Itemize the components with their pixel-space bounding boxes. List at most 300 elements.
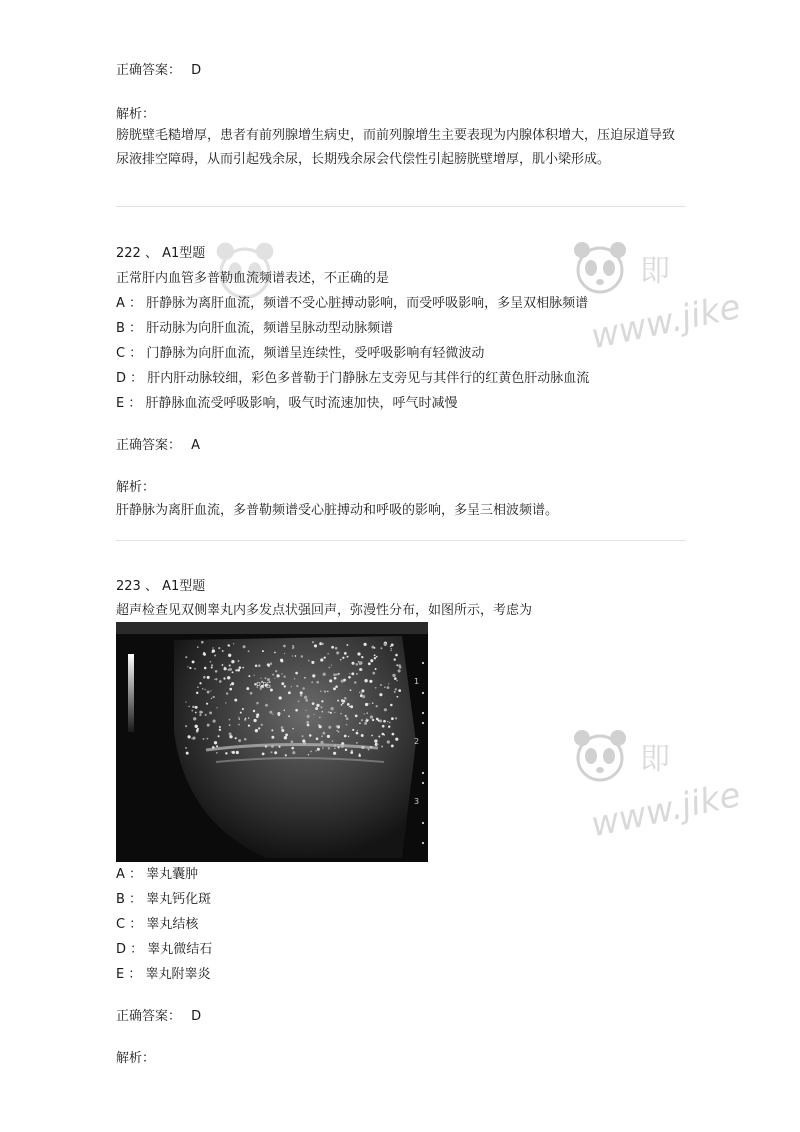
echo-speckle: [197, 687, 198, 688]
echo-speckle: [374, 654, 376, 656]
echo-speckle: [344, 735, 347, 738]
echo-speckle: [314, 644, 317, 647]
echo-speckle: [291, 686, 293, 688]
ultrasound-scan: [116, 622, 428, 862]
echo-speckle: [349, 673, 350, 674]
echo-speckle: [185, 725, 187, 727]
echo-speckle: [245, 718, 247, 720]
echo-speckle: [331, 664, 332, 665]
echo-speckle: [321, 736, 322, 737]
answer-value: A: [191, 438, 201, 453]
echo-speckle: [352, 729, 354, 731]
echo-speckle: [320, 706, 322, 708]
echo-speckle: [359, 668, 362, 671]
echo-speckle: [311, 661, 314, 664]
echo-speckle: [324, 656, 326, 658]
echo-speckle: [335, 647, 338, 650]
echo-speckle: [302, 687, 305, 690]
echo-speckle: [248, 675, 250, 677]
echo-speckle: [345, 749, 347, 751]
echo-speckle: [295, 672, 298, 675]
echo-speckle: [210, 690, 211, 691]
q223-option-d: D ： 睾丸微结石: [116, 942, 213, 957]
echo-speckle: [291, 747, 294, 750]
echo-speckle: [254, 675, 255, 676]
answer-label: 正确答案：: [116, 63, 182, 78]
echo-speckle: [374, 739, 377, 742]
echo-speckle: [366, 718, 367, 719]
echo-speckle: [207, 691, 210, 694]
echo-speckle: [196, 692, 198, 694]
q223-option-b: B ： 睾丸钙化斑: [116, 892, 212, 907]
echo-speckle: [277, 712, 280, 715]
prev-answer: [116, 62, 201, 80]
panda-logo-icon: [568, 236, 632, 300]
echo-speckle: [301, 655, 303, 657]
echo-speckle: [258, 727, 260, 729]
echo-speckle: [216, 707, 217, 708]
echo-speckle: [272, 714, 273, 715]
echo-speckle: [229, 733, 232, 736]
echo-speckle: [236, 751, 239, 754]
echo-speckle: [368, 662, 371, 665]
echo-speckle: [382, 733, 385, 736]
echo-speckle: [363, 713, 364, 714]
echo-speckle: [310, 750, 312, 752]
echo-speckle: [231, 660, 234, 663]
echo-speckle: [274, 652, 276, 654]
echo-speckle: [327, 691, 328, 692]
echo-speckle: [334, 748, 335, 749]
echo-speckle: [204, 667, 207, 670]
echo-speckle: [328, 747, 330, 749]
echo-speckle: [239, 718, 241, 720]
echo-speckle: [305, 710, 306, 711]
panda-logo-icon: [568, 724, 632, 788]
echo-speckle: [230, 684, 232, 686]
echo-speckle: [350, 751, 353, 754]
echo-speckle: [396, 738, 398, 740]
echo-speckle: [218, 735, 220, 737]
echo-speckle: [382, 725, 385, 728]
answer-value: D: [191, 1009, 202, 1024]
echo-speckle: [350, 705, 353, 708]
echo-speckle: [311, 681, 313, 683]
echo-speckle: [228, 654, 231, 657]
echo-speckle: [211, 698, 212, 699]
echo-speckle: [185, 656, 187, 658]
echo-speckle: [295, 655, 297, 657]
watermark-url: www.jike: [587, 286, 745, 358]
q223-answer: [116, 1008, 201, 1026]
echo-speckle: [398, 669, 401, 672]
echo-speckle: [229, 719, 231, 721]
echo-speckle: [333, 687, 336, 690]
echo-speckle: [333, 752, 336, 755]
echo-speckle: [335, 685, 338, 688]
echo-speckle: [348, 736, 349, 737]
depth-1-label: 1: [414, 677, 420, 686]
echo-speckle: [394, 658, 396, 660]
echo-speckle: [304, 677, 306, 679]
echo-speckle: [192, 660, 195, 663]
answer-label: 正确答案：: [116, 1009, 182, 1024]
echo-speckle: [338, 673, 340, 675]
q223-analysis-label: 解析：: [116, 1051, 156, 1066]
echo-speckle: [369, 680, 372, 683]
echo-speckle: [231, 682, 234, 685]
echo-speckle: [280, 659, 283, 662]
echo-speckle: [345, 715, 347, 717]
echo-speckle: [215, 678, 217, 680]
echo-speckle: [308, 660, 310, 662]
echo-speckle: [316, 704, 319, 707]
echo-speckle: [192, 737, 195, 740]
q223-option-a: A ： 睾丸囊肿: [116, 867, 199, 882]
echo-speckle: [292, 648, 293, 649]
echo-speckle: [333, 673, 336, 676]
echo-speckle: [276, 674, 279, 677]
echo-speckle: [336, 730, 338, 732]
echo-speckle: [238, 717, 239, 718]
echo-speckle: [374, 657, 376, 659]
echo-speckle: [309, 734, 312, 737]
ultrasound-image: [116, 622, 428, 862]
echo-speckle: [395, 654, 398, 657]
echo-speckle: [207, 676, 210, 679]
echo-speckle: [321, 643, 323, 645]
echo-speckle: [201, 641, 204, 644]
depth-3-label: 3: [414, 797, 420, 806]
echo-speckle: [331, 646, 334, 649]
echo-speckle: [274, 678, 275, 679]
echo-speckle: [356, 663, 359, 666]
echo-speckle: [203, 652, 205, 654]
echo-speckle: [229, 688, 232, 691]
echo-speckle: [185, 701, 186, 702]
echo-speckle: [328, 726, 331, 729]
echo-speckle: [336, 674, 338, 676]
echo-speckle: [358, 754, 361, 757]
echo-speckle: [381, 745, 383, 747]
echo-speckle: [361, 693, 363, 695]
echo-speckle: [347, 703, 350, 706]
echo-speckle: [229, 645, 231, 647]
echo-speckle: [296, 685, 298, 687]
echo-speckle: [213, 720, 216, 723]
echo-speckle: [284, 685, 286, 687]
echo-speckle: [189, 706, 190, 707]
echo-speckle: [285, 754, 287, 756]
echo-speckle: [318, 724, 320, 726]
rts-label: RTS: [256, 681, 271, 690]
echo-speckle: [396, 680, 398, 682]
echo-speckle: [334, 712, 335, 713]
q223-option-e: E ： 睾丸附睾炎: [116, 967, 211, 982]
echo-speckle: [212, 647, 213, 648]
echo-speckle: [312, 641, 314, 643]
echo-speckle: [214, 654, 216, 656]
echo-speckle: [387, 721, 389, 723]
echo-speckle: [307, 724, 310, 727]
echo-speckle: [292, 751, 295, 754]
echo-speckle: [228, 669, 230, 671]
echo-speckle: [255, 665, 258, 668]
echo-speckle: [362, 695, 365, 698]
watermark-brand: 即: [640, 254, 670, 289]
echo-speckle: [291, 740, 294, 743]
echo-speckle: [222, 664, 224, 666]
echo-speckle: [384, 708, 387, 711]
q222-stem: 正常肝内血管多普勒血流频谱表述，不正确的是: [116, 271, 390, 286]
echo-speckle: [394, 691, 396, 693]
echo-speckle: [390, 650, 392, 652]
echo-speckle: [271, 729, 273, 731]
echo-speckle: [375, 687, 377, 689]
answer-label: 正确答案：: [116, 438, 182, 453]
echo-speckle: [327, 653, 329, 655]
echo-speckle: [197, 646, 198, 647]
echo-speckle: [238, 724, 240, 726]
echo-speckle: [359, 692, 360, 693]
echo-speckle: [205, 714, 207, 716]
echo-speckle: [391, 648, 392, 649]
echo-speckle: [226, 692, 228, 694]
echo-speckle: [361, 656, 363, 658]
echo-speckle: [384, 643, 387, 646]
echo-speckle: [383, 720, 386, 723]
echo-speckle: [284, 653, 285, 654]
echo-speckle: [361, 734, 364, 737]
echo-speckle: [301, 735, 303, 737]
echo-speckle: [358, 661, 359, 662]
echo-speckle: [256, 702, 259, 705]
echo-speckle: [305, 699, 308, 702]
echo-speckle: [288, 715, 290, 717]
echo-speckle: [235, 669, 237, 671]
echo-speckle: [392, 674, 395, 677]
echo-speckle: [342, 657, 344, 659]
echo-speckle: [391, 717, 394, 720]
echo-speckle: [211, 667, 213, 669]
q222-option-a: A ： 肝静脉为离肝血流，频谱不受心脏搏动影响，而受呼吸影响，多呈双相脉频谱: [116, 296, 589, 311]
echo-speckle: [395, 717, 397, 719]
echo-speckle: [365, 719, 368, 722]
echo-speckle: [192, 706, 195, 709]
echo-speckle: [215, 670, 218, 673]
echo-speckle: [262, 650, 264, 652]
echo-speckle: [218, 647, 220, 649]
echo-speckle: [250, 692, 253, 695]
echo-speckle: [344, 652, 347, 655]
echo-speckle: [316, 681, 319, 684]
echo-speckle: [244, 738, 247, 741]
echo-speckle: [376, 656, 378, 658]
watermark-url: www.jike: [587, 774, 745, 846]
echo-speckle: [391, 643, 394, 646]
watermark-brand: 即: [640, 742, 670, 777]
echo-speckle: [284, 736, 287, 739]
echo-speckle: [369, 703, 370, 704]
echo-speckle: [272, 674, 274, 676]
echo-speckle: [308, 754, 309, 755]
watermark: [568, 236, 800, 376]
echo-speckle: [214, 679, 215, 680]
echo-speckle: [238, 739, 241, 742]
echo-speckle: [320, 690, 322, 692]
echo-speckle: [256, 716, 259, 719]
echo-speckle: [213, 696, 215, 698]
echo-speckle: [242, 708, 244, 710]
echo-speckle: [356, 732, 359, 735]
q223-header: 223 、 A1型题: [116, 579, 206, 594]
echo-speckle: [248, 650, 250, 652]
echo-speckle: [396, 664, 398, 666]
echo-speckle: [355, 715, 358, 718]
echo-speckle: [317, 748, 320, 751]
echo-speckle: [307, 715, 310, 718]
echo-speckle: [300, 691, 303, 694]
echo-speckle: [238, 660, 240, 662]
echo-speckle: [351, 672, 354, 675]
echo-speckle: [193, 717, 196, 720]
echo-speckle: [235, 737, 237, 739]
echo-speckle: [234, 699, 237, 702]
echo-speckle: [361, 719, 363, 721]
echo-speckle: [356, 673, 358, 675]
q222-analysis-text: 肝静脉为离肝血流，多普勒频谱受心脏搏动和呼吸的影响，多呈三相波频谱。: [116, 503, 559, 518]
echo-speckle: [394, 677, 397, 680]
echo-speckle: [371, 735, 373, 737]
echo-speckle: [207, 738, 209, 740]
echo-speckle: [372, 672, 375, 675]
echo-speckle: [267, 663, 270, 666]
echo-speckle: [359, 722, 361, 724]
echo-speckle: [340, 713, 342, 715]
echo-speckle: [201, 711, 203, 713]
echo-speckle: [349, 706, 350, 707]
echo-speckle: [334, 677, 337, 680]
echo-speckle: [359, 662, 362, 665]
echo-speckle: [219, 680, 222, 683]
echo-speckle: [356, 742, 357, 743]
echo-speckle: [378, 736, 380, 738]
echo-speckle: [324, 690, 326, 692]
echo-speckle: [322, 711, 323, 712]
echo-speckle: [341, 699, 344, 702]
echo-speckle: [207, 724, 210, 727]
echo-speckle: [346, 724, 348, 726]
echo-speckle: [219, 729, 221, 731]
q222-header: 222 、 A1型题: [116, 246, 206, 261]
echo-speckle: [283, 676, 285, 678]
echo-speckle: [313, 714, 314, 715]
echo-speckle: [271, 751, 273, 753]
echo-speckle: [203, 676, 206, 679]
echo-speckle: [344, 697, 347, 700]
q223-option-c: C ： 睾丸结核: [116, 917, 199, 932]
echo-speckle: [281, 682, 284, 685]
echo-speckle: [327, 735, 330, 738]
echo-speckle: [195, 712, 197, 714]
prev-analysis-text: 膀胱壁毛糙增厚，患者有前列腺增生病史，而前列腺增生主要表现为内腺体积增大，压迫尿道导致尿液排空障碍，从而引起残余尿，长期残余尿会代偿性引起膀胱壁增厚，肌小梁形成。: [116, 128, 676, 167]
echo-speckle: [377, 743, 379, 745]
echo-speckle: [364, 722, 367, 725]
prev-analysis-label: 解析：: [116, 107, 156, 122]
echo-speckle: [328, 711, 330, 713]
echo-speckle: [211, 664, 213, 666]
echo-speckle: [322, 747, 323, 748]
echo-speckle: [260, 678, 261, 679]
echo-speckle: [387, 686, 390, 689]
echo-speckle: [376, 706, 378, 708]
echo-speckle: [216, 745, 218, 747]
echo-speckle: [364, 643, 367, 646]
echo-speckle: [336, 651, 339, 654]
echo-speckle: [315, 707, 318, 710]
echo-speckle: [341, 704, 343, 706]
echo-speckle: [262, 752, 265, 755]
echo-speckle: [352, 662, 355, 665]
echo-speckle: [329, 679, 332, 682]
echo-speckle: [342, 702, 344, 704]
echo-speckle: [347, 656, 349, 658]
echo-speckle: [196, 731, 198, 733]
echo-speckle: [191, 710, 193, 712]
echo-speckle: [372, 719, 374, 721]
echo-speckle: [258, 664, 261, 667]
echo-speckle: [298, 700, 300, 702]
echo-speckle: [350, 689, 352, 691]
echo-speckle: [343, 679, 346, 682]
echo-speckle: [203, 738, 205, 740]
echo-speckle: [392, 733, 395, 736]
echo-speckle: [323, 673, 326, 676]
echo-speckle: [370, 659, 373, 662]
echo-speckle: [395, 688, 397, 690]
echo-speckle: [312, 702, 315, 705]
echo-speckle: [306, 721, 309, 724]
echo-speckle: [292, 728, 293, 729]
echo-speckle: [223, 677, 225, 679]
echo-speckle: [391, 744, 394, 747]
echo-speckle: [315, 750, 317, 752]
echo-speckle: [243, 645, 246, 648]
echo-speckle: [265, 704, 268, 707]
echo-speckle: [281, 673, 283, 675]
q222-option-d: D ： 肝内肝动脉较细，彩色多普勒于门静脉左支旁见与其伴行的红黄色肝动脉血流: [116, 371, 590, 386]
echo-speckle: [354, 681, 357, 684]
echo-speckle: [322, 732, 325, 735]
echo-speckle: [380, 647, 382, 649]
echo-speckle: [302, 739, 305, 742]
echo-speckle: [255, 729, 258, 732]
echo-speckle: [210, 661, 212, 663]
echo-speckle: [364, 679, 367, 682]
echo-speckle: [232, 671, 234, 673]
echo-speckle: [197, 728, 199, 730]
echo-speckle: [295, 709, 298, 712]
echo-speckle: [379, 693, 382, 696]
echo-speckle: [387, 740, 390, 743]
echo-speckle: [222, 650, 224, 652]
watermark: [568, 724, 800, 864]
echo-speckle: [229, 724, 231, 726]
echo-speckle: [330, 712, 332, 714]
echo-speckle: [370, 715, 373, 718]
echo-speckle: [319, 717, 320, 718]
echo-speckle: [248, 724, 250, 726]
